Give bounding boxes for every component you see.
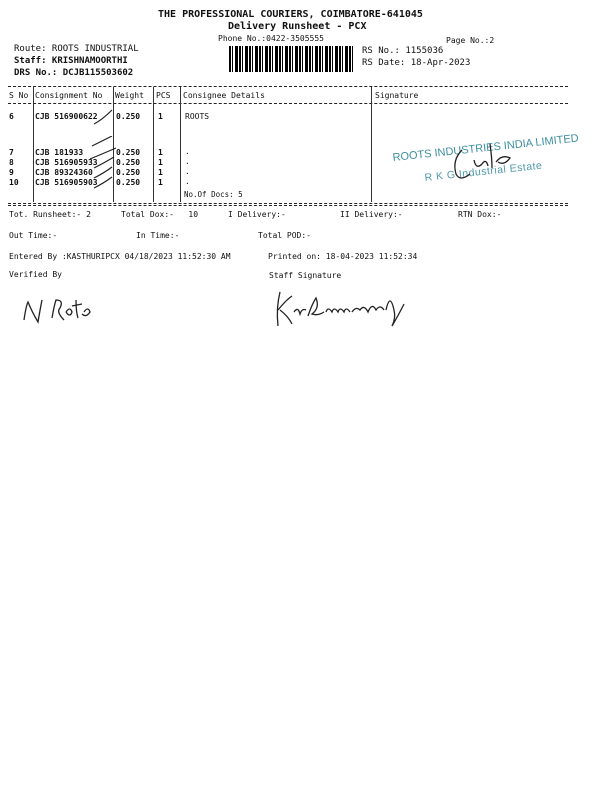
column-divider [153,87,154,202]
in-time: In Time:- [136,231,180,240]
rtn-dox: RTN Dox:- [458,210,502,219]
col-header-pcs: PCS [156,91,171,100]
printed-on: Printed on: 18-04-2023 11:52:34 [268,252,418,261]
table-row-sno: 9 [9,168,14,177]
recipient-signature [440,140,530,190]
col-header-weight: Weight [115,91,144,100]
verified-by-label: Verified By [9,270,62,279]
totals-rule [8,205,568,206]
column-divider [180,87,181,202]
table-row-pcs: 1 [158,158,163,167]
column-divider [33,87,34,202]
table-row-sno: 10 [9,178,19,187]
col-header-consignment: Consignment No [35,91,103,100]
ii-delivery: II Delivery:- [340,210,403,219]
verified-signature [18,290,92,330]
company-name: THE PROFESSIONAL COURIERS, COIMBATORE-641045 [158,9,423,20]
table-top-rule [8,86,568,87]
barcode [229,46,355,72]
table-header-rule [8,103,568,104]
table-row-consignment: CJB 516905933 [35,158,98,167]
table-row-pcs: 1 [158,112,163,121]
stamp-address: R K G Industrial Estate [424,159,543,184]
table-row-details: . [185,157,190,166]
table-row-consignment: CJB 89324360 [35,168,93,177]
table-row-weight: 0.250 [116,112,141,121]
table-row-details: . [185,167,190,176]
table-row-details: ROOTS [185,112,210,121]
total-runsheet: Tot. Runsheet:- 2 [9,210,91,219]
table-row-sno: 6 [9,112,14,121]
table-row-consignment: CJB 516905903 [35,178,98,187]
table-row-consignment: CJB 516900622 [35,112,98,121]
route: Route: ROOTS INDUSTRIAL [14,44,139,54]
staff-name: Staff: KRISHNAMOORTHI [14,56,128,66]
tick-marks [90,136,120,196]
total-dox: Total Dox:- 10 [121,210,199,219]
document-title: Delivery Runsheet - PCX [228,21,367,32]
drs-number: DRS No.: DCJB115503602 [14,68,134,78]
staff-signature [266,286,416,330]
col-header-sno: S No [9,91,29,100]
table-row-sno: 8 [9,158,14,167]
table-row-details: . [185,177,190,186]
col-header-consignee: Consignee Details [183,91,265,100]
table-row-weight: 0.250 [116,168,141,177]
no-of-docs: No.Of Docs: 5 [184,190,243,199]
table-row-consignment: CJB 181933 [35,148,84,157]
table-row-pcs: 1 [158,148,163,157]
table-row-sno: 7 [9,148,14,157]
table-row-details: . [185,147,190,156]
column-divider [371,87,372,202]
staff-signature-label: Staff Signature [269,271,342,280]
entered-by: Entered By :KASTHURIPCX 04/18/2023 11:52:30 AM [9,252,231,261]
table-row-pcs: 1 [158,178,163,187]
phone-number: Phone No.:0422-3505555 [218,34,324,43]
col-header-signature: Signature [375,91,419,100]
rs-date: RS Date: 18-Apr-2023 [362,58,471,68]
table-row-weight: 0.250 [116,158,141,167]
i-delivery: I Delivery:- [228,210,286,219]
company-stamp: ROOTS INDUSTRIES INDIA LIMITED [392,132,580,164]
total-pod: Total POD:- [258,231,311,240]
out-time: Out Time:- [9,231,58,240]
tick-mark-icon [92,106,116,128]
table-row-weight: 0.250 [116,178,141,187]
table-row-weight: 0.250 [116,148,141,157]
table-bottom-rule [8,203,568,204]
page-number: Page No.:2 [446,36,495,45]
rs-number: RS No.: 1155036 [362,46,444,56]
table-row-pcs: 1 [158,168,163,177]
